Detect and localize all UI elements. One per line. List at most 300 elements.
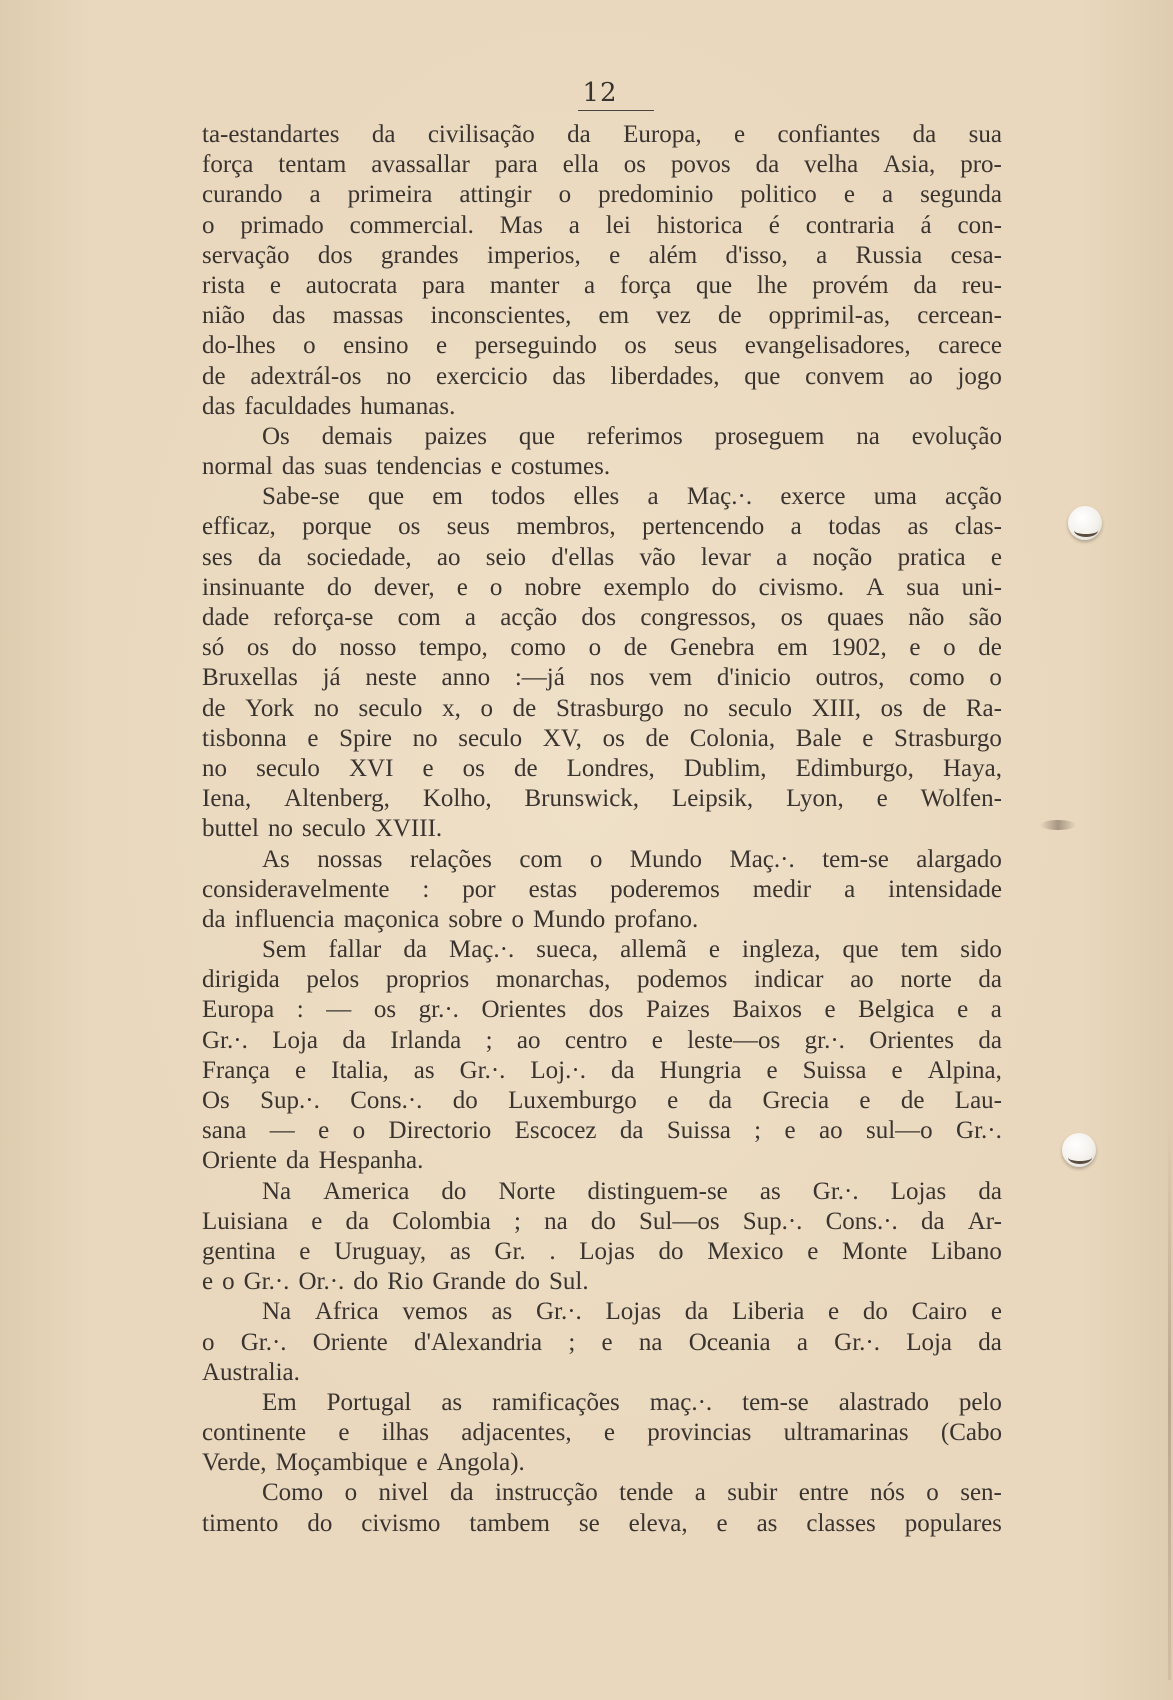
- word: noção: [812, 543, 873, 571]
- word: da: [755, 151, 780, 179]
- text-line: [202, 875, 1002, 905]
- word: sobre: [448, 905, 503, 933]
- word: commercial.: [349, 211, 474, 239]
- word: da: [257, 543, 282, 571]
- text-line: [202, 663, 1002, 693]
- word: elles: [573, 483, 620, 511]
- word: faculdades: [244, 392, 352, 420]
- word: Cons.·.: [825, 1207, 898, 1235]
- word: segunda: [920, 181, 1002, 209]
- word: e: [733, 121, 746, 148]
- word: além: [648, 241, 698, 269]
- word: ;: [754, 1117, 762, 1145]
- word: Angola).: [436, 1449, 525, 1477]
- word: todas: [828, 513, 882, 541]
- word: avassallar: [371, 151, 470, 179]
- word: maçonica: [343, 905, 440, 933]
- page-number: 12: [582, 78, 618, 108]
- word: seculo: [358, 694, 423, 722]
- word: Lyon,: [786, 785, 844, 813]
- word: acção: [945, 483, 1002, 511]
- word: lei: [605, 211, 631, 239]
- word: servação: [202, 241, 290, 269]
- binding-sticker: [1068, 506, 1102, 540]
- word: gentina: [202, 1237, 276, 1265]
- word: distinguem-se: [587, 1177, 728, 1205]
- word: que: [696, 271, 733, 299]
- word: das: [281, 453, 316, 481]
- word: sen-: [960, 1479, 1002, 1507]
- text-line: [202, 512, 1002, 542]
- word: autocrata: [305, 271, 398, 299]
- word: Escocez: [514, 1117, 597, 1145]
- page-number-rule: [578, 110, 654, 111]
- word: uni-: [961, 573, 1002, 601]
- word: no: [683, 694, 709, 722]
- word: e: [299, 1237, 311, 1265]
- word: se: [578, 1509, 600, 1537]
- word: Sul.: [548, 1268, 589, 1296]
- word: Portugal: [326, 1388, 412, 1416]
- word: entre: [798, 1479, 849, 1507]
- word: as: [756, 1509, 778, 1537]
- word: como: [510, 634, 566, 662]
- word: gr.·.: [804, 1026, 845, 1054]
- word: Luxemburgo: [508, 1087, 637, 1114]
- word: attingir: [459, 181, 532, 209]
- word: tentam: [278, 151, 347, 179]
- word: e: [202, 1268, 214, 1296]
- word: Londres,: [566, 754, 655, 782]
- word: dos: [581, 604, 617, 631]
- text-line: [202, 754, 1002, 784]
- word: e: [338, 1419, 350, 1447]
- word: as: [759, 1177, 781, 1205]
- word: Como: [262, 1479, 324, 1507]
- word: e: [909, 634, 921, 662]
- word: Maç.·.: [729, 845, 795, 873]
- text-line: [202, 1116, 1002, 1146]
- text-line: [202, 965, 1002, 995]
- word: ao: [850, 966, 874, 994]
- word: consideravelmente: [202, 875, 390, 903]
- word: o: [926, 1479, 939, 1507]
- word: clas-: [954, 513, 1002, 541]
- word: todos: [491, 483, 546, 511]
- word: Em: [262, 1388, 297, 1416]
- word: do: [307, 1509, 333, 1537]
- word: medir: [752, 875, 812, 903]
- word: da: [202, 905, 226, 933]
- word: na: [544, 1207, 568, 1235]
- word: Gr.·.: [202, 1026, 248, 1054]
- word: Europa: [202, 996, 275, 1024]
- word: as: [907, 513, 929, 541]
- word: pelo: [958, 1388, 1002, 1416]
- word: da: [449, 1479, 474, 1507]
- word: Cons.·.: [350, 1087, 423, 1114]
- word: no: [267, 815, 293, 843]
- word: são: [968, 604, 1002, 631]
- word: congressos,: [640, 604, 757, 631]
- word: reforça-se: [273, 604, 374, 631]
- body-text: [202, 120, 1002, 1539]
- text-line: [202, 180, 1002, 210]
- word: dever,: [373, 573, 435, 601]
- word: e: [990, 543, 1002, 571]
- word: e: [269, 271, 281, 299]
- word: Gr.·.: [956, 1117, 1002, 1145]
- word: pratica: [897, 543, 966, 571]
- word: curando: [202, 181, 283, 209]
- word: sua: [968, 121, 1002, 148]
- text-line: [202, 1237, 1002, 1267]
- word: Maç.·.: [448, 936, 515, 964]
- word: timento: [202, 1509, 279, 1537]
- word: para: [422, 271, 466, 299]
- word: Colonia,: [689, 724, 776, 752]
- word: insinuante: [202, 573, 305, 601]
- word: em: [777, 634, 808, 662]
- word: maç.·.: [649, 1388, 713, 1416]
- word: nobre: [524, 573, 582, 601]
- word: e: [416, 1449, 428, 1477]
- word: Gr.·.: [240, 1328, 287, 1356]
- word: quaes: [827, 604, 885, 631]
- word: e: [422, 754, 434, 782]
- word: da: [684, 1298, 709, 1326]
- word: Sem: [262, 936, 307, 964]
- word: e: [318, 1117, 330, 1145]
- word: inconscientes,: [430, 302, 572, 330]
- word: do: [862, 1298, 888, 1326]
- word: no: [313, 694, 339, 722]
- word: ;: [513, 1207, 521, 1235]
- word: os: [880, 694, 903, 722]
- word: fallar: [328, 936, 382, 964]
- word: e: [891, 1056, 903, 1084]
- word: e: [667, 1087, 679, 1114]
- word: evolução: [911, 422, 1002, 450]
- word: do: [514, 1268, 540, 1296]
- word: membros,: [516, 513, 616, 541]
- word: exercicio: [436, 362, 528, 390]
- word: d'ellas: [551, 543, 615, 571]
- word: lhe: [756, 271, 788, 299]
- text-line: [202, 905, 1002, 935]
- word: America: [323, 1177, 410, 1205]
- word: poderemos: [610, 875, 720, 903]
- word: tisbonna: [202, 724, 287, 752]
- word: alargado: [916, 845, 1002, 873]
- word: Dublim,: [683, 754, 767, 782]
- page-edge-mark: [1168, 1120, 1171, 1680]
- word: Os: [202, 1087, 230, 1114]
- word: das: [202, 392, 236, 420]
- word: Lojas: [579, 1237, 635, 1265]
- word: cesa-: [950, 241, 1002, 269]
- word: e: [824, 996, 836, 1024]
- word: velha: [804, 151, 859, 179]
- text-line: [202, 422, 1002, 452]
- word: o: [202, 1328, 215, 1356]
- word: com: [397, 604, 441, 631]
- word: da: [978, 966, 1002, 994]
- word: o: [480, 694, 493, 722]
- word: instrucção: [494, 1479, 598, 1507]
- word: de: [645, 724, 670, 752]
- word: eleva,: [628, 1509, 688, 1537]
- word: provém: [812, 271, 889, 299]
- word: d'Alexandria: [414, 1328, 543, 1356]
- text-line: [202, 392, 1002, 422]
- word: x,: [442, 694, 461, 722]
- word: as: [449, 1237, 471, 1265]
- text-line: [202, 1026, 1002, 1056]
- word: do: [711, 573, 737, 601]
- word: Paizes: [646, 996, 710, 1024]
- word: evangelisadores,: [744, 332, 911, 360]
- word: e: [766, 1056, 778, 1084]
- text-line: [202, 1478, 1002, 1508]
- word: da: [285, 1147, 310, 1175]
- word: Suissa: [666, 1117, 731, 1145]
- word: populares: [904, 1509, 1002, 1537]
- text-line: [202, 150, 1002, 180]
- word: Sabe-se: [262, 483, 340, 511]
- word: continente: [202, 1419, 307, 1447]
- word: Gr.·.: [243, 1268, 290, 1296]
- word: pro-: [960, 151, 1002, 179]
- word: Liberia: [732, 1298, 805, 1326]
- word: Ar-: [967, 1207, 1002, 1235]
- text-line: [202, 1146, 1002, 1176]
- word: que: [367, 483, 405, 511]
- word: pelos: [306, 966, 360, 994]
- word: o: [352, 1117, 366, 1145]
- word: das: [272, 302, 306, 330]
- word: no: [386, 362, 412, 390]
- word: Leipsik,: [671, 785, 754, 813]
- word: Lau-: [954, 1087, 1002, 1114]
- word: Oceania: [688, 1328, 771, 1356]
- word: do: [326, 573, 352, 601]
- word: Suissa: [802, 1056, 867, 1084]
- word: e: [603, 1419, 615, 1447]
- word: força: [202, 151, 254, 179]
- word: vez: [656, 302, 691, 330]
- word: Sup.·.: [742, 1207, 803, 1235]
- text-line: [202, 1177, 1002, 1207]
- word: efficaz,: [202, 513, 276, 541]
- word: nosso: [339, 634, 397, 662]
- word: tem-se: [742, 1388, 809, 1416]
- word: o: [943, 634, 956, 662]
- word: da: [708, 1087, 733, 1114]
- word: da: [978, 1177, 1002, 1205]
- word: XVIII.: [374, 815, 443, 843]
- word: na: [856, 422, 880, 450]
- word: Grande: [432, 1268, 506, 1296]
- text-line: [202, 1297, 1002, 1327]
- word: e: [716, 1509, 728, 1537]
- word: Baixos: [732, 996, 802, 1024]
- word: Sul—os: [638, 1207, 720, 1235]
- word: porque: [302, 513, 372, 541]
- text-line: [202, 1056, 1002, 1086]
- word: á: [920, 211, 932, 239]
- word: dos: [317, 241, 353, 269]
- word: com: [519, 845, 563, 873]
- word: os: [624, 332, 647, 360]
- word: pertencendo: [642, 513, 765, 541]
- word: de: [978, 634, 1002, 662]
- word: e: [957, 996, 969, 1024]
- word: ao: [436, 543, 461, 571]
- word: uma: [873, 483, 917, 511]
- word: allemã: [620, 936, 687, 964]
- word: ingleza,: [742, 936, 821, 964]
- word: e: [862, 724, 874, 752]
- word: Colombia: [392, 1207, 491, 1235]
- word: monarchas,: [495, 966, 611, 994]
- word: da: [619, 1117, 644, 1145]
- word: da: [371, 121, 396, 148]
- word: os: [780, 604, 803, 631]
- word: que: [744, 362, 781, 390]
- word: adjacentes,: [461, 1419, 572, 1447]
- word: adextrál-os: [250, 362, 362, 390]
- word: e: [601, 1328, 613, 1356]
- word: buttel: [202, 815, 259, 843]
- word: referimos: [586, 422, 683, 450]
- word: vemos: [402, 1298, 468, 1326]
- word: seculo: [301, 815, 366, 843]
- word: Lojas: [890, 1177, 947, 1205]
- word: Luisiana: [202, 1207, 289, 1235]
- word: Russia: [855, 241, 923, 269]
- word: de: [922, 694, 947, 722]
- word: e: [295, 1056, 307, 1084]
- text-line: [202, 995, 1002, 1025]
- text-line: [202, 603, 1002, 633]
- word: neste: [365, 664, 417, 692]
- word: Loja: [272, 1026, 319, 1054]
- word: do: [658, 1237, 684, 1265]
- word: do: [441, 1177, 467, 1205]
- word: Belgica: [858, 996, 935, 1024]
- word: levar: [700, 543, 751, 571]
- word: seus: [446, 513, 490, 541]
- word: Gr.·.: [535, 1298, 582, 1326]
- word: como: [909, 664, 965, 692]
- word: Grecia: [762, 1087, 830, 1114]
- word: das: [552, 362, 586, 390]
- text-line: [202, 935, 1002, 965]
- word: Cairo: [911, 1298, 968, 1326]
- word: Oriente: [312, 1328, 388, 1356]
- word: da: [567, 121, 591, 148]
- word: podemos: [637, 966, 728, 994]
- text-line: [202, 211, 1002, 241]
- word: da: [345, 1207, 370, 1235]
- word: vem: [649, 664, 693, 692]
- word: :: [296, 996, 304, 1024]
- word: o: [989, 664, 1002, 692]
- word: alastrado: [838, 1388, 929, 1416]
- text-line: [202, 331, 1002, 361]
- word: Strasburgo: [894, 724, 1002, 752]
- word: (Cabo: [940, 1419, 1002, 1447]
- word: os: [373, 996, 397, 1024]
- word: jogo: [957, 362, 1002, 390]
- word: Hungria: [659, 1056, 742, 1084]
- word: dade: [202, 604, 250, 631]
- word: sua: [906, 573, 940, 601]
- word: anno: [441, 664, 491, 692]
- word: e: [435, 332, 448, 360]
- word: o: [558, 181, 572, 209]
- word: Mexico: [707, 1237, 784, 1265]
- word: Mas: [499, 211, 543, 239]
- word: primado: [240, 211, 324, 239]
- word: manter: [489, 271, 560, 299]
- text-line: [202, 301, 1002, 331]
- word: .: [549, 1237, 556, 1265]
- word: Uruguay,: [334, 1237, 427, 1265]
- text-line: [202, 1418, 1002, 1448]
- word: os: [398, 513, 421, 541]
- word: Gr.·.: [812, 1177, 859, 1205]
- word: ilhas: [381, 1419, 429, 1447]
- word: tendencias: [376, 453, 482, 481]
- word: no: [202, 754, 227, 782]
- word: ao: [516, 1026, 541, 1054]
- word: civismo: [361, 1509, 441, 1537]
- word: a: [844, 875, 856, 903]
- word: nossas: [317, 845, 383, 873]
- word: massas: [332, 302, 404, 330]
- text-line: [202, 845, 1002, 875]
- word: os: [246, 634, 270, 662]
- word: exemplo: [603, 573, 690, 601]
- word: a: [647, 483, 659, 511]
- word: ses: [202, 543, 233, 571]
- word: Gr.: [494, 1237, 526, 1265]
- word: Loj.·.: [530, 1056, 586, 1084]
- word: o: [511, 905, 524, 933]
- word: Kolho,: [422, 785, 492, 813]
- text-line: [202, 271, 1002, 301]
- word: Oriente: [202, 1147, 277, 1175]
- paper-smudge: [1040, 820, 1076, 830]
- word: ramificações: [492, 1388, 620, 1416]
- word: Haya,: [942, 754, 1002, 782]
- word: é: [768, 211, 780, 239]
- word: Sup.·.: [260, 1087, 320, 1114]
- word: sana: [202, 1117, 247, 1145]
- word: seculo: [728, 694, 793, 722]
- word: gr.·.: [418, 996, 459, 1024]
- word: força: [619, 271, 672, 299]
- word: Gr.·.: [459, 1056, 506, 1084]
- word: XIII,: [811, 694, 861, 722]
- word: tem-se: [822, 845, 889, 873]
- word: da: [912, 121, 937, 148]
- word: nivel: [378, 1479, 429, 1507]
- word: York: [245, 694, 295, 722]
- word: historica: [656, 211, 743, 239]
